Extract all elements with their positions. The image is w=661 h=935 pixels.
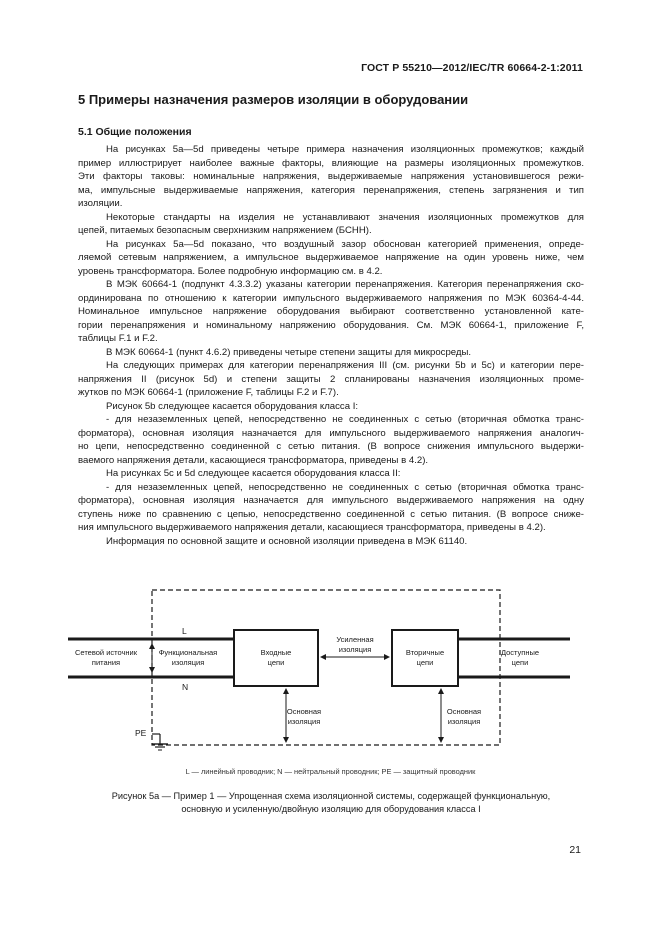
figure-legend: L — линейный проводник; N — нейтральный проводник; PE — защитный проводник [185,767,476,776]
text-line: - для незаземленных цепей, непосредственно не соединенных с сетью (вторичная обмотка транс- [106,414,584,425]
text-line: Рисунок 5b следующее касается оборудования класса I: [106,400,359,412]
functional-insulation-line2: изоляция [171,658,205,667]
text-line: Эти факторы таковы: номинальные напряжения, выдерживаемые напряжения установившегося режи- [78,171,584,182]
text-line: Некоторые стандарты на изделия не устанавливают значения изоляционных промежутков для [106,211,584,223]
text-line: На рисунках 5a—5d показано, что воздушный зазор обоснован категорией применения, опреде- [106,238,584,250]
basic-insulation-left-line2: изоляция [287,717,321,726]
caption-line: Рисунок 5а — Пример 1 — Упрощенная схема изоляционной системы, содержащей функциональную, [111,791,551,801]
label-l: L [182,626,187,636]
secondary-circuits-line2: цепи [416,658,434,667]
mains-label-line2: питания [91,658,121,667]
text-line: На следующих примерах для категории перенапряжения III (см. рисунки 5b и 5c) и категории пере- [106,360,584,371]
text-line: форматора), основная изоляция назначается для импульсного выдерживаемого напряжения на одну [78,495,584,506]
label-pe: PE [135,728,147,738]
subsection-title: 5.1 Общие положения [78,126,192,138]
text-line: уровень трансформатора. Более подробную информацию см. в 4.2. [78,265,383,277]
document-header: ГОСТ Р 55210—2012/IEC/TR 60664-2-1:2011 [361,62,583,74]
text-line: ваемого напряжения детали, касающиеся трансформатора, приведены в 4.2). [78,454,429,466]
text-line: В МЭК 60664-1 (пункт 4.6.2) приведены четыре степени защиты для микросреды. [106,346,472,358]
text-line: форматора), основная изоляция назначается для импульсного выдерживаемого напряжения аналогич- [78,427,584,439]
text-line: таблицы F.1 и F.2. [78,333,158,344]
text-line: цепей, питаемых безопасным сверхнизким напряжением (БСНН). [78,225,372,236]
body-text [78,143,584,548]
mains-label-line1: Сетевой источник [74,648,138,657]
section-title: 5 Примеры назначения размеров изоляции в оборудовании [78,92,469,107]
figure-caption [78,790,584,815]
input-circuits-line1: Входные [260,648,292,657]
page-number: 21 [569,844,581,856]
accessible-circuits-line2: цепи [511,658,529,667]
text-line: ма, импульсные выдерживаемые напряжения, категория перенапряжения, степень загрязнения и тип [78,184,584,196]
text-line: изоляции. [78,198,123,209]
caption-line: основную и усиленную/двойную изоляцию для оборудования класса I [181,803,481,814]
basic-insulation-right-line2: изоляция [447,717,481,726]
reinforced-insulation-line2: изоляция [338,645,372,654]
secondary-circuits-line1: Вторичные [405,648,445,657]
text-line: ступень ниже по сравнению с цепью, непосредственно соединенной с сетью питания. (В вопросе сниже- [78,508,584,520]
text-line: Номинальное импульсное напряжение оборудования выбирают соответственно установленной кате- [78,306,584,317]
basic-insulation-left-line1: Основная [286,707,322,716]
reinforced-insulation-line1: Усиленная [336,635,374,644]
text-line: жутков по МЭК 60664-1 (приложение F, таблицы F.2 и F.7). [78,387,339,398]
text-line: ляемой сетевым напряжением, а импульсное выдерживаемое напряжение на один уровень ниже, чем [78,252,584,263]
accessible-circuits-line1: Доступные [500,648,540,657]
functional-insulation-line1: Функциональная [158,648,218,657]
basic-insulation-right-line1: Основная [446,707,482,716]
text-line: На рисунках 5a—5d приведены четыре примера назначения изоляционных промежутков; каждый [106,144,584,155]
text-line: гории перенапряжения и номинальному напряжению оборудования. См. МЭК 60664-1, приложение F, [78,319,584,331]
text-line: но цепи, непосредственно соединенной с сетью питания. (В вопросе снижения импульсного выдержи- [78,441,584,452]
insulation-diagram [60,584,580,759]
text-line: В МЭК 60664-1 (подпункт 4.3.3.2) указаны категории перенапряжения. Категория перенапряжения ско- [106,279,584,290]
text-line: пример иллюстрирует наиболее важные факторы, влияющие на размеры изоляционных промежутков. [78,157,584,169]
input-circuits-line2: цепи [267,658,285,667]
text-line: ординирована по отношению к категории импульсного выдерживаемого напряжения по МЭК 60364-4-44. [78,292,584,304]
text-line: ния импульсного выдерживаемого напряжения детали, касающиеся трансформатора, приведены в 4.2). [78,522,546,533]
text-line: На рисунках 5c и 5d следующее касается оборудования класса II: [106,468,401,479]
label-n: N [182,682,189,692]
text-line: Информация по основной защите и основной изоляции приведена в МЭК 61140. [106,535,468,547]
text-line: напряжения II (рисунок 5d) и степени защиты 2 спланированы назначения изоляционных проме- [78,373,584,385]
text-line: - для незаземленных цепей, непосредственно не соединенных с сетью (вторичная обмотка транс- [106,481,584,493]
